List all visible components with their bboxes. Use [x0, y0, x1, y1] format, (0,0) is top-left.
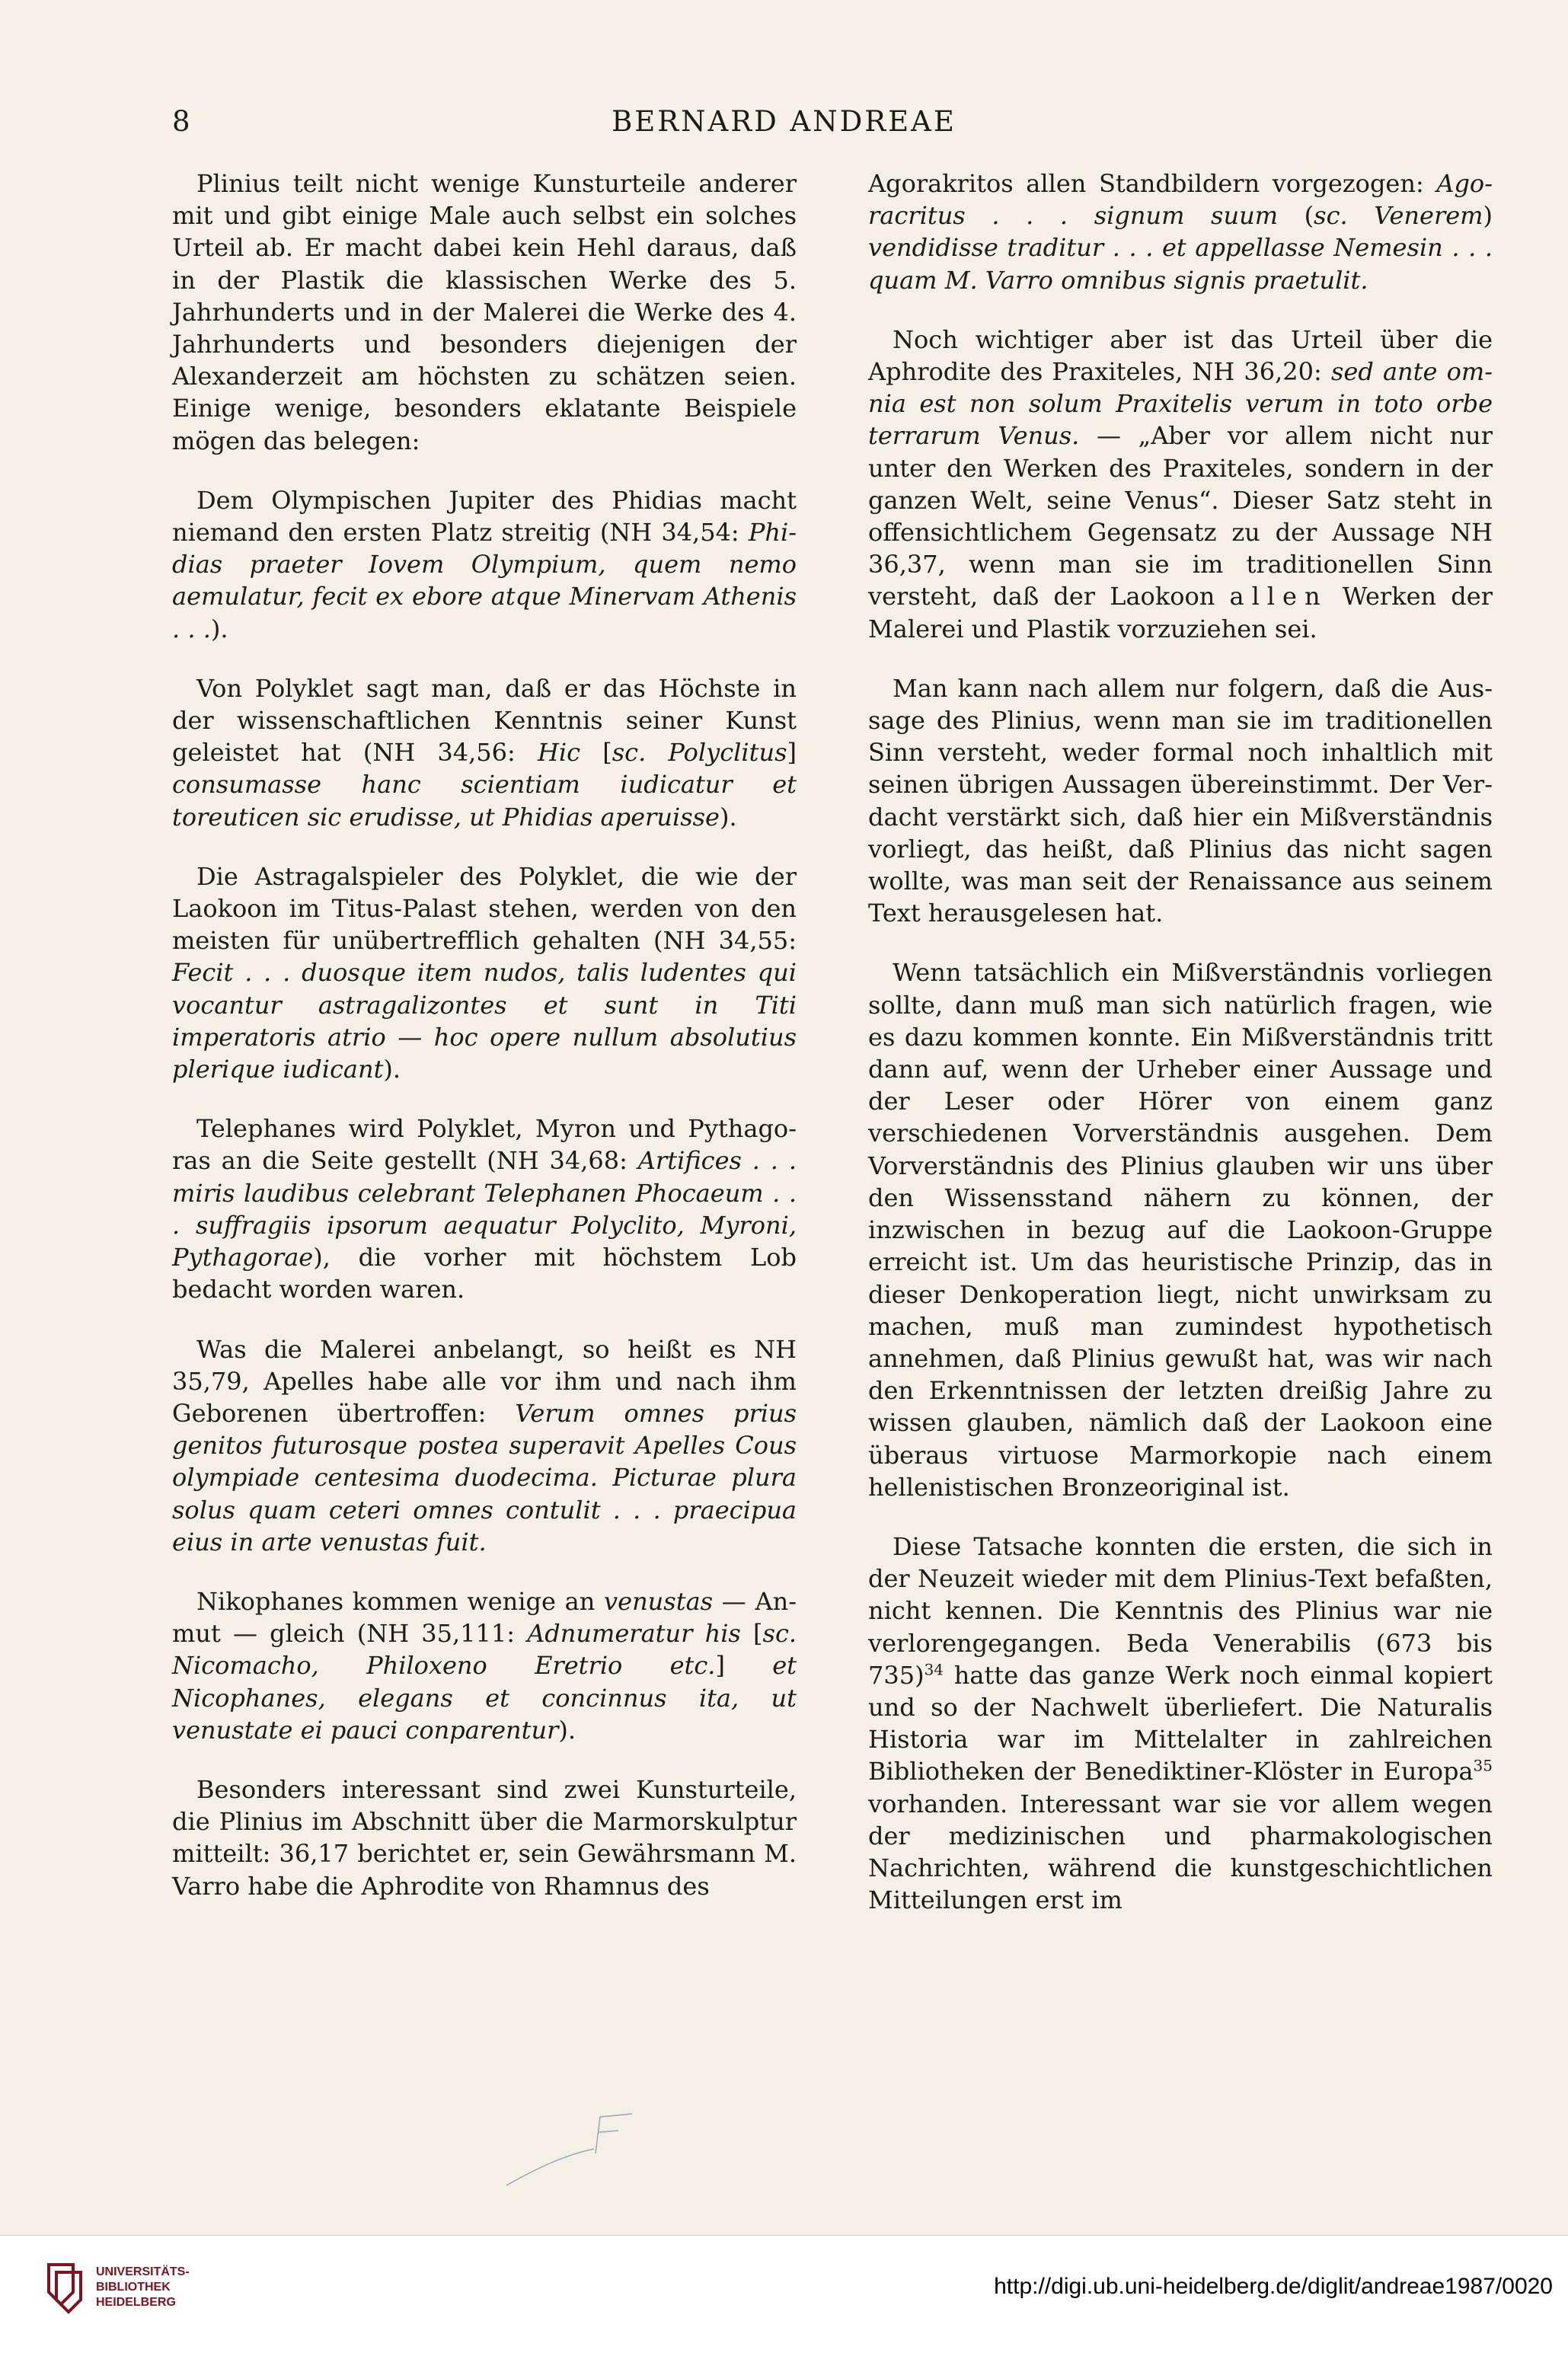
right-column: [868, 168, 1493, 1943]
paragraph: Telephanes wird Polyklet, Myron und Pythagoras an die Seite gestellt (NH 34,68: Artifices . . . miris laudibus celebrant Telephanen Phocaeum . . . suffragiis ipsorum aequatur Polyclito, Myroni, Pythagorae), die vorher mit höchstem Lob bedacht worden waren.: [172, 1114, 797, 1304]
left-column: [172, 168, 797, 1930]
paragraph: Nikophanes kommen wenige an venustas — Anmut — gleich (NH 35,111: Adnumeratur his [sc. Nicomacho, Philoxeno Eretrio etc.] et Nicophanes, elegans et concinnus ita, ut venustate ei pauci conparentur).: [172, 1586, 797, 1745]
running-head: BERNARD ANDREAE: [612, 105, 956, 138]
paragraph: Dem Olympischen Jupiter des Phidias macht niemand den ersten Platz streitig (NH 34,54: Phidias praeter Iovem Olympium, quem nemo aemulatur, fecit ex ebore atque Minervam Athenis . . .).: [172, 485, 797, 643]
source-url[interactable]: http://digi.ub.uni-heidelberg.de/diglit/andreae1987/0020: [994, 2274, 1553, 2299]
paragraph: Was die Malerei anbelangt, so heißt es NH 35,79, Apelles habe alle vor ihm und nach ihm Geborenen übertroffen: Verum omnes prius genitos futurosque postea superavit Apelles Cous olympiade centesima duodecima. Picturae plura solus quam ceteri omnes contulit . . . praecipua eius in arte venustas fuit.: [172, 1334, 797, 1556]
library-name: UNIVERSITÄTS- BIBLIOTHEK HEIDELBERG: [96, 2265, 190, 2309]
footer: [0, 2235, 1568, 2353]
paragraph: Plinius teilt nicht wenige Kunsturteile anderer mit und gibt einige Male auch selbst ein solches Urteil ab. Er macht dabei kein Hehl daraus, daß in der Plastik die klassischen Werke des 5. Jahrhunderts und in der Malerei die Werke des 4. Jahrhunderts und besonders diejenigen der Alexanderzeit am höchsten zu schätzen seien. Einige wenige, besonders eklatante Beispiele mögen das belegen:: [172, 169, 797, 455]
paragraph: Die Astragalspieler des Polyklet, die wie der Laokoon im Titus-Palast stehen, werden von den meisten für unübertrefflich gehalten (NH 34,55: Fecit . . . duosque item nudos, talis ludentes qui vocantur astragalizontes et sunt in Titi imperatoris atrio — hoc opere nullum absolutius plerique iudicant).: [172, 861, 797, 1084]
paragraph: Noch wichtiger aber ist das Urteil über die Aphrodite des Praxiteles, NH 36,20: sed ante omnia est non solum Praxitelis verum in toto orbe terrarum Venus. — „Aber vor allem nicht nur unter den Werken des Praxiteles, sondern in der ganzen Welt, seine Venus“. Dieser Satz steht in offensichtlichem Gegensatz zu der Aussage NH 36,37, wenn man sie im traditionellen Sinn versteht, daß der Laokoon allen Werken der Malerei und Plastik vorzuziehen sei.: [868, 324, 1493, 643]
footnote-ref: 34: [924, 1660, 944, 1679]
page-number: 8: [172, 105, 190, 138]
paragraph: Man kann nach allem nur folgern, daß die Aussage des Plinius, wenn man sie im traditionellen Sinn versteht, weder formal noch inhaltlich mit seinen übrigen Aussagen übereinstimmt. Der Verdacht verstärkt sich, daß hier ein Mißverständnis vorliegt, das heißt, daß Plinius das nicht sagen wollte, was man seit der Renaissance aus seinem Text herausgelesen hat.: [868, 673, 1493, 928]
paragraph: Agorakritos allen Standbildern vorgezogen: Agoracritus . . . signum suum (sc. Venerem) vendidisse traditur . . . et appellasse Nemesin . . . quam M. Varro omnibus signis praetulit.: [868, 169, 1493, 295]
paragraph: Diese Tatsache konnten die ersten, die sich in der Neuzeit wieder mit dem Plinius-Text befaßten, nicht kennen. Die Kenntnis des Plinius war nie verlorengegangen. Beda Venerabilis (673 bis 735)$^{34}$ hatte das ganze Werk noch einmal kopiert und so der Nachwelt überliefert. Die Naturalis Historia war im Mittelalter in zahlreichen Bibliotheken der Benediktiner-Klöster in Europa$^{35}$ vorhanden. Interessant war sie vor allem wegen der medizinischen und pharmakologischen Nachrichten, während die kunstgeschichtlichen Mitteilungen erst im: [868, 1531, 1493, 1915]
paragraph: Besonders interessant sind zwei Kunsturteile, die Plinius im Abschnitt über die Marmorskulptur mitteilt: 36,17 berichtet er, sein Gewährsmann M. Varro habe die Aphrodite von Rhamnus des: [172, 1774, 797, 1901]
pencil-mark: [503, 2109, 640, 2193]
paragraph: Von Polyklet sagt man, daß er das Höchste in der wissenschaftlichen Kenntnis seiner Kunst geleistet hat (NH 34,56: Hic [sc. Polyclitus] consumasse hanc scientiam iudicatur et toreuticen sic erudisse, ut Phidias aperuisse).: [172, 673, 797, 832]
paragraph: Wenn tatsächlich ein Mißverständnis vorliegen sollte, dann muß man sich natürlich fragen, wie es dazu kommen konnte. Ein Mißverständnis tritt dann auf, wenn der Urheber einer Aussage und der Leser oder Hörer von einem ganz verschiedenen Vorverständnis ausgehen. Dem Vorverständnis des Plinius glauben wir uns über den Wissensstand nähern zu können, der inzwischen in bezug auf die Laokoon-Gruppe erreicht ist. Um das heuristische Prinzip, das in dieser Denkoperation liegt, nicht unwirksam zu machen, muß man zumindest hypothetisch annehmen, daß Plinius gewußt hat, was wir nach den Erkenntnissen der letzten dreißig Jahre zu wissen glauben, nämlich daß der Laokoon eine überaus virtuose Marmorkopie nach einem hellenistischen Bronzeoriginal ist.: [868, 958, 1493, 1502]
footnote-ref: 35: [1473, 1756, 1493, 1775]
library-logo-icon: [43, 2259, 88, 2319]
